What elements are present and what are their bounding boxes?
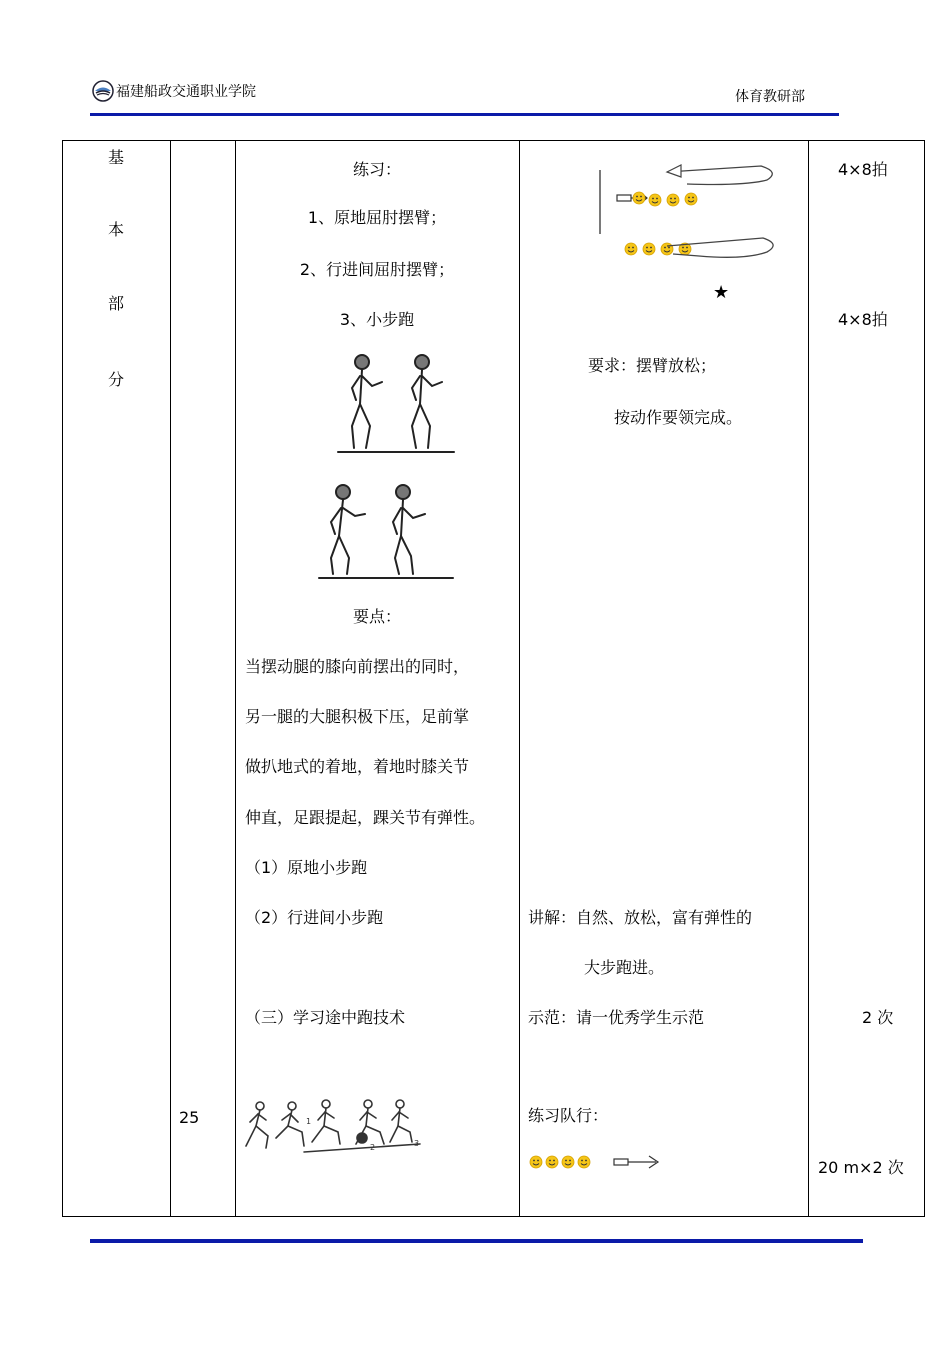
arm-swing-figure-2 — [317, 478, 457, 582]
student-icon — [625, 243, 637, 255]
sub-item: （1）原地小步跑 — [245, 858, 368, 877]
lesson-table — [62, 140, 925, 1217]
footer-rule — [90, 1239, 863, 1243]
school-logo-icon — [92, 80, 114, 102]
quantity-value: 20 m×2 次 — [818, 1158, 904, 1177]
runner-number: 1 — [306, 1117, 312, 1126]
sub-item: （2）行进间小步跑 — [245, 908, 384, 927]
header-rule — [90, 113, 839, 116]
key-point-line: 另一腿的大腿积极下压，足前掌 — [245, 707, 470, 726]
demonstration-line: 示范：请一优秀学生示范 — [528, 1008, 705, 1027]
running-sequence-figure — [244, 1098, 424, 1156]
section-char: 基 — [108, 148, 125, 167]
runner-number: 3 — [414, 1139, 420, 1148]
student-icon — [661, 243, 673, 255]
requirement-line: 按动作要领完成。 — [614, 408, 743, 427]
section-char: 本 — [108, 220, 125, 239]
section-three-title: （三）学习途中跑技术 — [245, 1008, 406, 1027]
column-divider — [235, 141, 236, 1216]
student-icon — [530, 1156, 542, 1168]
section-char: 部 — [108, 294, 125, 313]
explanation-line: 大步跑进。 — [584, 958, 665, 977]
section-char: 分 — [108, 370, 125, 389]
student-icon — [667, 194, 679, 206]
department-name: 体育教研部 — [735, 89, 805, 105]
quantity-value: 4×8拍 — [838, 310, 888, 329]
teacher-star-icon: ★ — [713, 282, 730, 300]
key-point-line: 做扒地式的着地，着地时膝关节 — [245, 757, 470, 776]
practice-item: 3、小步跑 — [339, 310, 415, 329]
loop-arrow-icon — [667, 166, 772, 185]
key-point-line: 当摆动腿的膝向前摆出的同时， — [245, 657, 470, 676]
drill-title: 练习队行： — [528, 1106, 609, 1125]
student-icon — [649, 194, 661, 206]
explanation-line: 讲解：自然、放松，富有弹性的 — [528, 908, 753, 927]
quantity-value: 2 次 — [862, 1008, 894, 1027]
student-icon — [633, 192, 645, 204]
requirement-line: 要求：摆臂放松； — [588, 356, 717, 375]
direction-arrow-icon — [617, 195, 631, 201]
column-divider — [519, 141, 520, 1216]
practice-item: 2、行进间屈肘摆臂； — [299, 260, 455, 279]
time-minutes: 25 — [179, 1108, 200, 1127]
student-icon — [546, 1156, 558, 1168]
column-divider — [808, 141, 809, 1216]
student-icon — [578, 1156, 590, 1168]
student-icon — [643, 243, 655, 255]
drill-formation — [528, 1150, 668, 1174]
practice-item: 1、原地屈肘摆臂； — [307, 208, 447, 227]
arm-swing-figure-1 — [336, 348, 456, 456]
column-divider — [170, 141, 171, 1216]
student-icon — [562, 1156, 574, 1168]
key-points-title: 要点： — [352, 607, 401, 626]
school-name: 福建船政交通职业学院 — [116, 84, 256, 100]
direction-arrow-icon — [614, 1156, 658, 1168]
practice-title: 练习： — [352, 160, 401, 179]
student-icon — [685, 193, 697, 205]
quantity-value: 4×8拍 — [838, 160, 888, 179]
header-school — [92, 80, 256, 102]
key-point-line: 伸直，足跟提起，踝关节有弹性。 — [245, 808, 486, 827]
runner-number: 2 — [370, 1143, 376, 1152]
formation-diagram — [595, 150, 785, 300]
